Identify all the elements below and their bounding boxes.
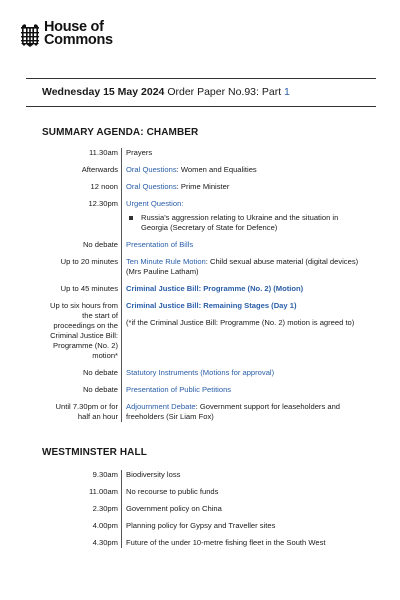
table-row <box>42 470 362 480</box>
logo-line-1: House of <box>44 19 104 35</box>
table-row <box>42 504 362 514</box>
agenda-time: 4.00pm <box>42 521 122 531</box>
table-row <box>42 487 362 497</box>
agenda-time: No debate <box>42 368 122 378</box>
agenda-time: Up to six hours from the start of proceedings on the Criminal Justice Bill: Programme (No. 2) motion* <box>42 301 122 361</box>
agenda-item: Government policy on China <box>126 504 222 513</box>
agenda-time: 12.30pm <box>42 199 122 209</box>
agenda-item-text: : Government support for leaseholders and freeholders (Sir Liam Fox) <box>126 402 341 421</box>
agenda-time: No debate <box>42 240 122 250</box>
table-row <box>42 284 362 294</box>
table-row <box>42 182 362 192</box>
westminster-hall-agenda-table <box>42 470 362 548</box>
agenda-item <box>122 240 363 250</box>
agenda-item: Future of the under 10-metre fishing fleet in the South West <box>126 538 326 547</box>
agenda-item <box>122 402 363 422</box>
agenda-item <box>122 213 363 233</box>
presentation-of-bills-link[interactable]: Presentation of Bills <box>126 240 194 249</box>
chamber-section-title: SUMMARY AGENDA: CHAMBER <box>42 127 199 138</box>
agenda-item <box>122 301 363 361</box>
agenda-item: No recourse to public funds <box>126 487 219 496</box>
agenda-item <box>122 284 363 294</box>
agenda-time: 12 noon <box>42 182 122 192</box>
chamber-agenda-table <box>42 148 362 422</box>
logo-line-2: Commons <box>44 32 113 48</box>
agenda-item: Biodiversity loss <box>126 470 181 479</box>
house-of-commons-logo <box>20 21 113 47</box>
table-row <box>42 148 362 158</box>
public-petitions-link[interactable]: Presentation of Public Petitions <box>126 385 232 394</box>
table-row <box>42 385 362 395</box>
table-row <box>42 199 362 209</box>
westminster-hall-section-title: WESTMINSTER HALL <box>42 447 147 458</box>
portcullis-icon <box>20 23 40 47</box>
agenda-item-text: : Women and Equalities <box>176 165 257 174</box>
square-bullet-icon <box>129 216 133 220</box>
part-number: 1 <box>284 86 290 98</box>
agenda-item <box>122 368 363 378</box>
agenda-item <box>122 182 363 192</box>
agenda-time: Until 7.30pm or for half an hour <box>42 402 122 422</box>
agenda-time: No debate <box>42 385 122 395</box>
logo-wordmark <box>44 21 113 47</box>
agenda-item <box>122 257 363 277</box>
table-row <box>42 257 362 277</box>
agenda-time: Afterwards <box>42 165 122 175</box>
table-row <box>42 165 362 175</box>
agenda-item-text: : Child sexual abuse material (digital devices) (Mrs Pauline Latham) <box>126 257 359 276</box>
table-row <box>42 213 362 233</box>
agenda-time: 4.30pm <box>42 538 122 548</box>
agenda-item-text: : Prime Minister <box>176 182 230 191</box>
header-rule-bottom <box>26 106 376 107</box>
table-row <box>42 301 362 361</box>
oral-questions-link[interactable]: Oral Questions <box>126 182 177 191</box>
table-row <box>42 240 362 250</box>
agenda-time: 11.00am <box>42 487 122 497</box>
urgent-question-topic: Russia's aggression relating to Ukraine and the situation in Georgia (Secretary of State for Defence) <box>141 213 339 232</box>
agenda-time: 11.30am <box>42 148 122 158</box>
agenda-time: 2.30pm <box>42 504 122 514</box>
urgent-question-link[interactable]: Urgent Question: <box>126 199 184 208</box>
sitting-date: Wednesday 15 May 2024 <box>42 86 165 98</box>
agenda-note: (*if the Criminal Justice Bill: Programme (No. 2) motion is agreed to) <box>126 318 355 327</box>
statutory-instruments-link[interactable]: Statutory Instruments (Motions for approval) <box>126 368 275 377</box>
programme-motion-link[interactable]: Criminal Justice Bill: Programme (No. 2) (Motion) <box>126 284 304 293</box>
table-row <box>42 538 362 548</box>
table-row <box>42 402 362 422</box>
agenda-item <box>122 199 363 209</box>
agenda-time: Up to 20 minutes <box>42 257 122 277</box>
order-paper-header <box>42 86 290 98</box>
agenda-item: Prayers <box>126 148 153 157</box>
table-row <box>42 521 362 531</box>
ten-minute-rule-link[interactable]: Ten Minute Rule Motion <box>126 257 206 266</box>
header-rule-top <box>26 78 376 79</box>
oral-questions-link[interactable]: Oral Questions <box>126 165 177 174</box>
agenda-time: 9.30am <box>42 470 122 480</box>
agenda-time: Up to 45 minutes <box>42 284 122 294</box>
remaining-stages-link[interactable]: Criminal Justice Bill: Remaining Stages (Day 1) <box>126 301 297 310</box>
agenda-item: Planning policy for Gypsy and Traveller sites <box>126 521 276 530</box>
adjournment-debate-link[interactable]: Adjournment Debate <box>126 402 196 411</box>
table-row <box>42 368 362 378</box>
order-paper-number: Order Paper No.93: Part <box>167 86 282 98</box>
agenda-item <box>122 165 363 175</box>
agenda-item <box>122 385 363 395</box>
